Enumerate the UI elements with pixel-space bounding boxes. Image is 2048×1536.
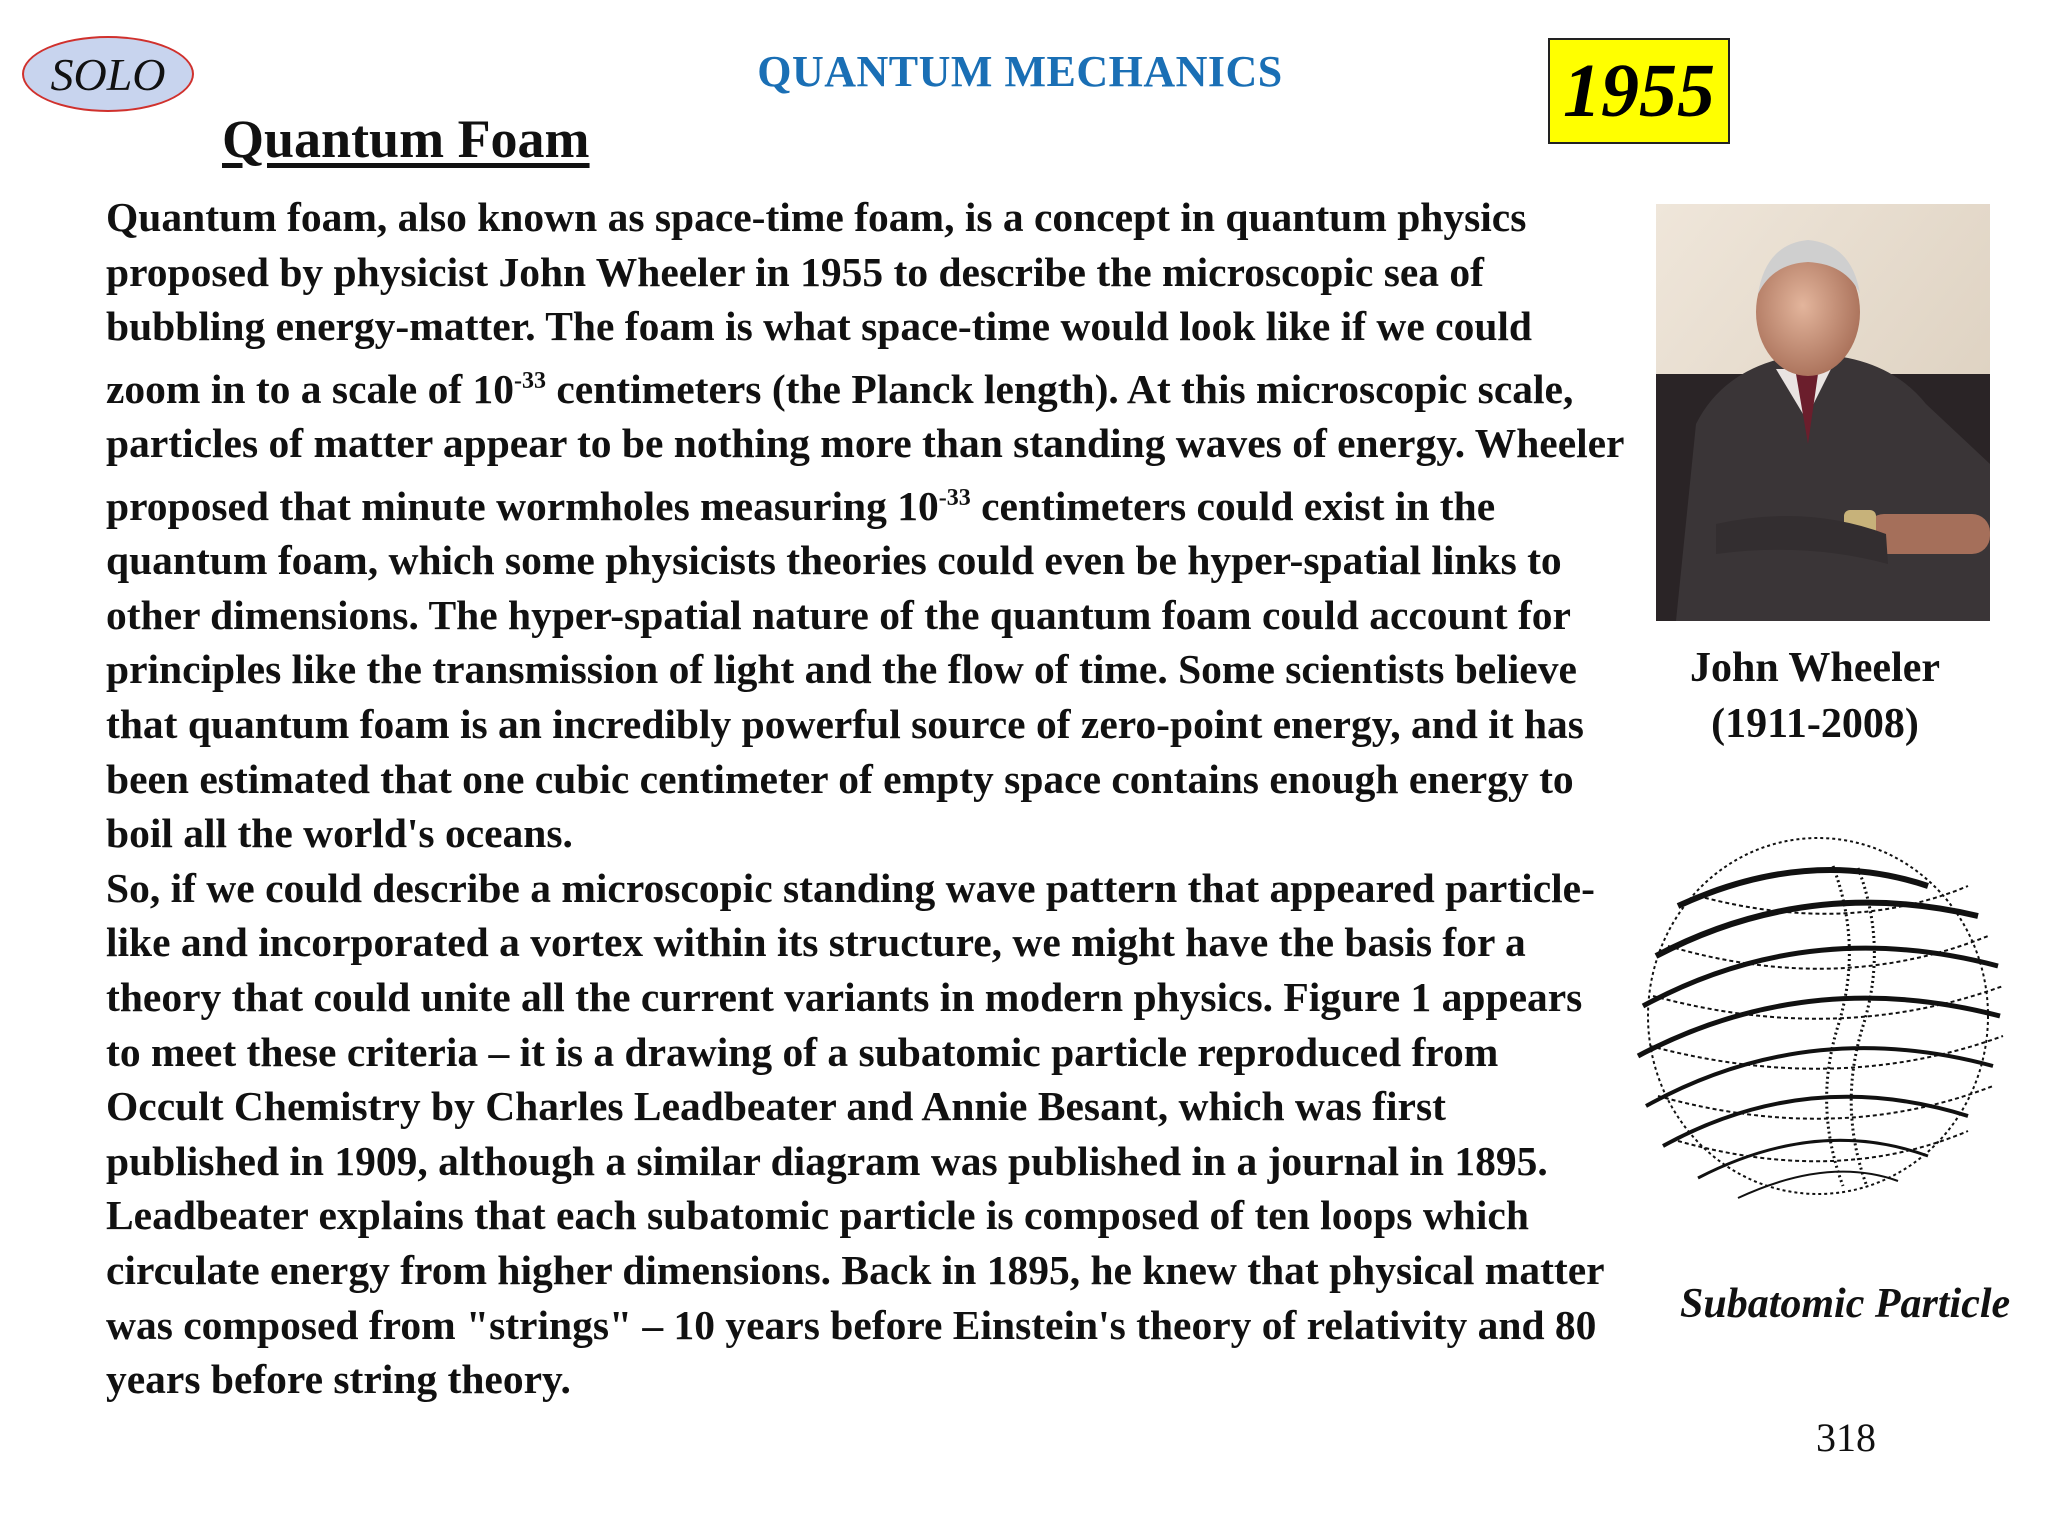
p1-part-c: centimeters could exist in the quantum foam, which some physicists theories could even be hyper-spatial links to other dimensions. The hyper-spatial nature of the quantum foam could account for principles like the transmission of light and the flow of time. Some scientists believe that quantum foam is an incredibly powerful source of zero-point energy, and it has been estimated that one cubic centimeter of empty space contains enough energy to boil all the world's oceans. — [106, 482, 1584, 857]
particle-illustration — [1608, 826, 2028, 1208]
p1-part-a: Quantum foam, also known as space-time foam, is a concept in quantum physics proposed by physicist John Wheeler in 1955 to describe the microscopic sea of bubbling energy-matter. The foam is what space-time would look like if we could zoom in to a scale of 10 — [106, 194, 1533, 412]
solo-badge — [22, 36, 194, 112]
header-title: QUANTUM MECHANICS — [757, 47, 1283, 96]
subatomic-particle-diagram — [1608, 826, 2028, 1208]
particle-caption: Subatomic Particle — [1680, 1281, 2011, 1327]
year-badge — [1548, 38, 1730, 144]
exponent-1: -33 — [514, 367, 547, 394]
exponent-2: -33 — [938, 484, 971, 511]
john-wheeler-portrait — [1656, 204, 1990, 621]
portrait-illustration — [1656, 204, 1990, 621]
body-text — [106, 190, 1626, 1407]
slide-title: Quantum Foam — [222, 109, 590, 169]
paragraph-2: So, if we could describe a microscopic standing wave pattern that appeared particle-like and incorporated a vortex within its structure, we might have the basis for a theory that could unite all the current variants in modern physics. Figure 1 appears to meet these criteria – it is a drawing of a subatomic particle reproduced from Occult Chemistry by Charles Leadbeater and Annie Besant, which was first published in 1909, although a similar diagram was published in a journal in 1895. Leadbeater explains that each subatomic particle is composed of ten loops which circulate energy from higher dimensions. Back in 1895, he knew that physical matter was composed from "strings" – 10 years before Einstein's theory of relativity and 80 years before string theory. — [106, 864, 1604, 1403]
caption-name: John Wheeler — [1689, 645, 1941, 691]
solo-badge-text: SOLO — [50, 48, 166, 100]
p1-part-b: centimeters (the Planck length). At this microscopic scale, particles of matter appear to be nothing more than standing waves of energy. Wheeler proposed that minute wormholes measuring 10 — [106, 365, 1624, 529]
year-text: 1955 — [1563, 48, 1715, 133]
portrait-caption — [1640, 640, 1990, 752]
caption-years: (1911-2008) — [1711, 701, 1919, 747]
paragraph-1 — [106, 190, 1626, 861]
page-number: 318 — [1816, 1415, 1876, 1460]
